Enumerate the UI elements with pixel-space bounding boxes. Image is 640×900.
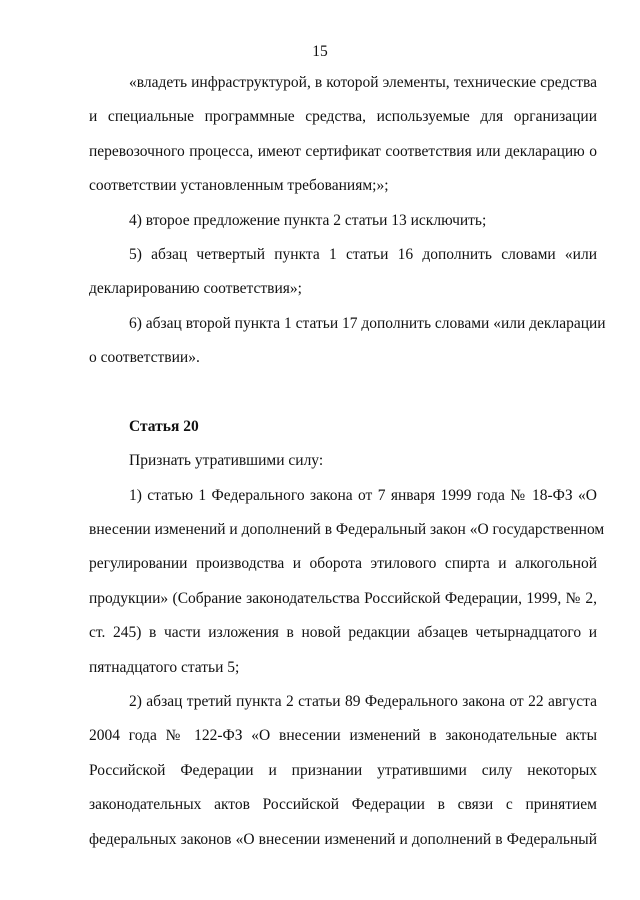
text-line: Признать утратившими силу: bbox=[129, 452, 324, 470]
text-line: 1) статью 1 Федерального закона от 7 января 1999 года № 18-ФЗ «О bbox=[129, 486, 597, 504]
text-line: законодательных актов Российской Федерации в связи с принятием bbox=[89, 796, 597, 814]
text-line: декларированию соответствия»; bbox=[89, 280, 302, 298]
text-line: перевозочного процесса, имеют сертификат соответствия или декларацию о bbox=[89, 142, 597, 160]
spacer bbox=[89, 376, 597, 410]
text-line: 5) абзац четвертый пункта 1 статьи 16 дополнить словами «или bbox=[129, 245, 597, 263]
text-line: «владеть инфраструктурой, в которой элементы, технические средства bbox=[129, 74, 597, 91]
text-line: Российской Федерации и признании утратившими силу некоторых bbox=[89, 761, 597, 779]
text-line: и специальные программные средства, используемые для организации bbox=[89, 108, 597, 126]
text-line: продукции» (Собрание законодательства Российской Федерации, 1999, № 2, bbox=[89, 589, 597, 607]
text-line: о соответствии». bbox=[89, 349, 200, 367]
text-line: федеральных законов «О внесении изменений и дополнений в Федеральный bbox=[89, 830, 597, 848]
text-line: пятнадцатого статьи 5; bbox=[89, 658, 240, 676]
document-body bbox=[89, 66, 606, 857]
text-line: 2004 года № 122-ФЗ «О внесении изменений в законодательные акты bbox=[89, 727, 597, 745]
text-line: 2) абзац третий пункта 2 статьи 89 Федерального закона от 22 августа bbox=[129, 693, 597, 711]
text-line: внесении изменений и дополнений в Федеральный закон «О государственном bbox=[89, 521, 605, 539]
text-line: 6) абзац второй пункта 1 статьи 17 дополнить словами «или декларации bbox=[129, 314, 606, 332]
text-line: регулировании производства и оборота этилового спирта и алкогольной bbox=[89, 555, 597, 573]
text-line: ст. 245) в части изложения в новой редакции абзацев четырнадцатого и bbox=[89, 624, 597, 642]
text-line: соответствии установленным требованиям;»; bbox=[89, 177, 389, 195]
page-number: 15 bbox=[312, 43, 328, 60]
text-line: 4) второе предложение пункта 2 статьи 13 исключить; bbox=[129, 211, 487, 229]
article-heading: Статья 20 bbox=[129, 417, 199, 435]
